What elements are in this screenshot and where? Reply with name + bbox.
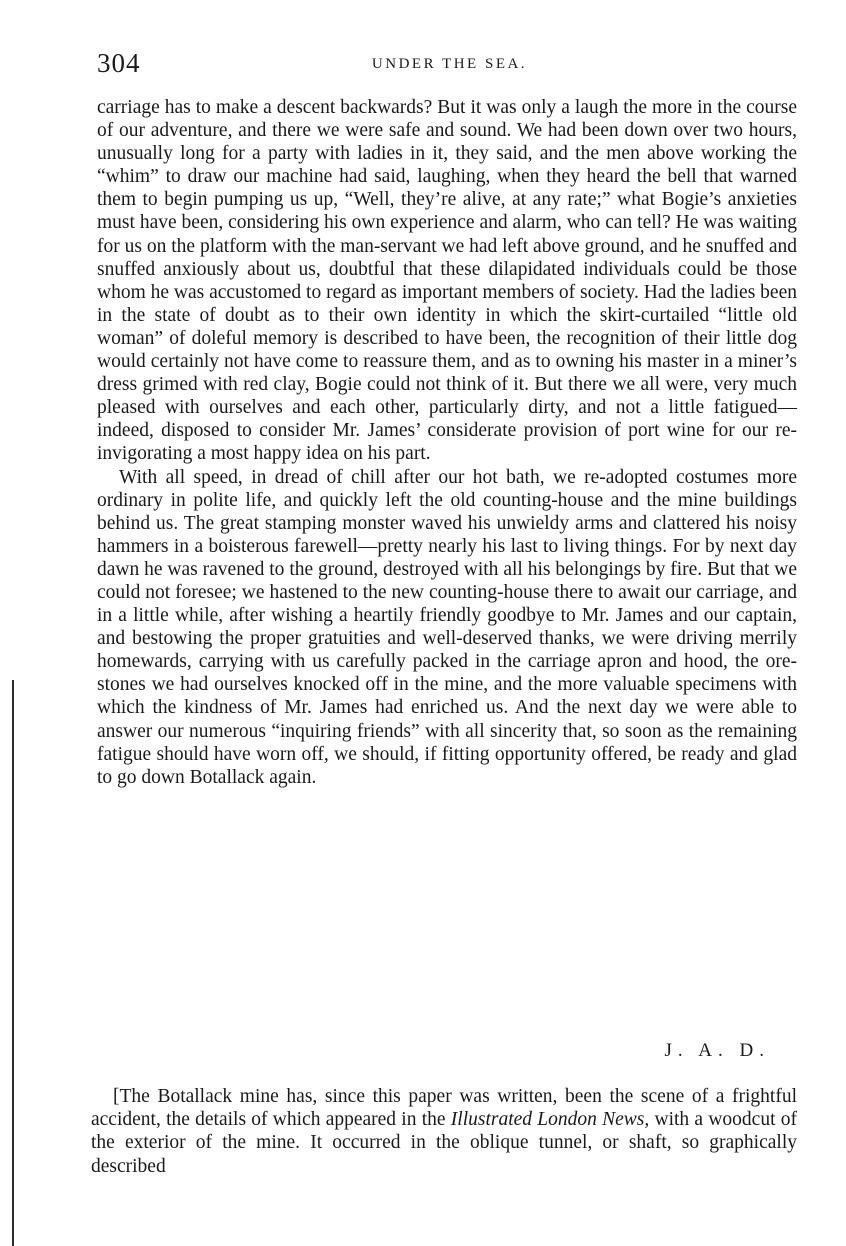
note-paragraph	[91, 1085, 797, 1178]
paragraph-departure: With all speed, in dread of chill after our hot bath, we re-adopted costumes more ordinary in polite life, and quickly left the old counting-house and the mine buildings behind us. The great stamping monster waved his unwieldy arms and clattered his noisy hammers in a boisterous farewell—pretty nearly his last to living things. For by next day dawn he was ravened to the ground, destroyed with all his belongings by fire. But that we could not foresee; we hastened to the new counting-house there to await our carriage, and in a little while, after wishing a heartily friendly goodbye to Mr. James and our captain, and bestowing the proper gratuities and well-deserved thanks, we were driving merrily homewards, carrying with us carefully packed in the carriage apron and hood, the ore-stones we had ourselves knocked off in the mine, and the more valuable specimens with which the kindness of Mr. James had enriched us. And the next day we were able to answer our numerous “inquiring friends” with all sincerity that, so soon as the remaining fatigue should have worn off, we should, if fitting opportunity offered, be ready and glad to go down Botallack again.	[97, 466, 797, 788]
article-body	[97, 96, 797, 789]
note-publication-title: Illustrated London News,	[450, 1109, 650, 1131]
paragraph-arrival: carriage has to make a descent backwards? But it was only a laugh the more in the course of our adventure, and there we were safe and sound. We had been down over two hours, unusually long for a party with ladies in it, they said, and the men above working the “whim” to draw our machine had said, laughing, when they heard the bell that warned them to begin pumping us up, “Well, they’re alive, at any rate;” what Bogie’s anxieties must have been, considering his own experience and alarm, who can tell? He was waiting for us on the platform with the man-servant we had left above ground, and he snuffed and snuffed anxiously about us, doubtful that these dilapidated individuals could be those whom he was accustomed to regard as important members of society. Had the ladies been in the state of doubt as to their own identity in which the skirt-curtailed “little old woman” of doleful memory is described to have been, the recognition of their little dog would certainly not have come to reassure them, and as to owning his master in a miner’s dress grimed with red clay, Bogie could not think of it. But there we all were, very much pleased with ourselves and each other, particularly dirty, and not a little fatigued—indeed, disposed to consider Mr. James’ considerate provision of port wine for our re-invigorating a most happy idea on his part.	[97, 97, 797, 465]
note-text-end: with a woodcut of the exterior of the mine. It occurred in the oblique tunnel, or shaft, so graphically described	[91, 1109, 797, 1177]
editorial-note	[91, 1085, 797, 1178]
page-header	[97, 48, 802, 84]
running-title: UNDER THE SEA.	[371, 56, 528, 72]
binding-edge-line	[12, 680, 14, 1246]
page-number: 304	[97, 48, 141, 78]
note-text-start: [The Botallack mine has, since this paper was written, been the scene of a frightful accident, the details of which appeared in the	[91, 1086, 797, 1131]
author-signature: J. A. D.	[664, 1040, 770, 1061]
